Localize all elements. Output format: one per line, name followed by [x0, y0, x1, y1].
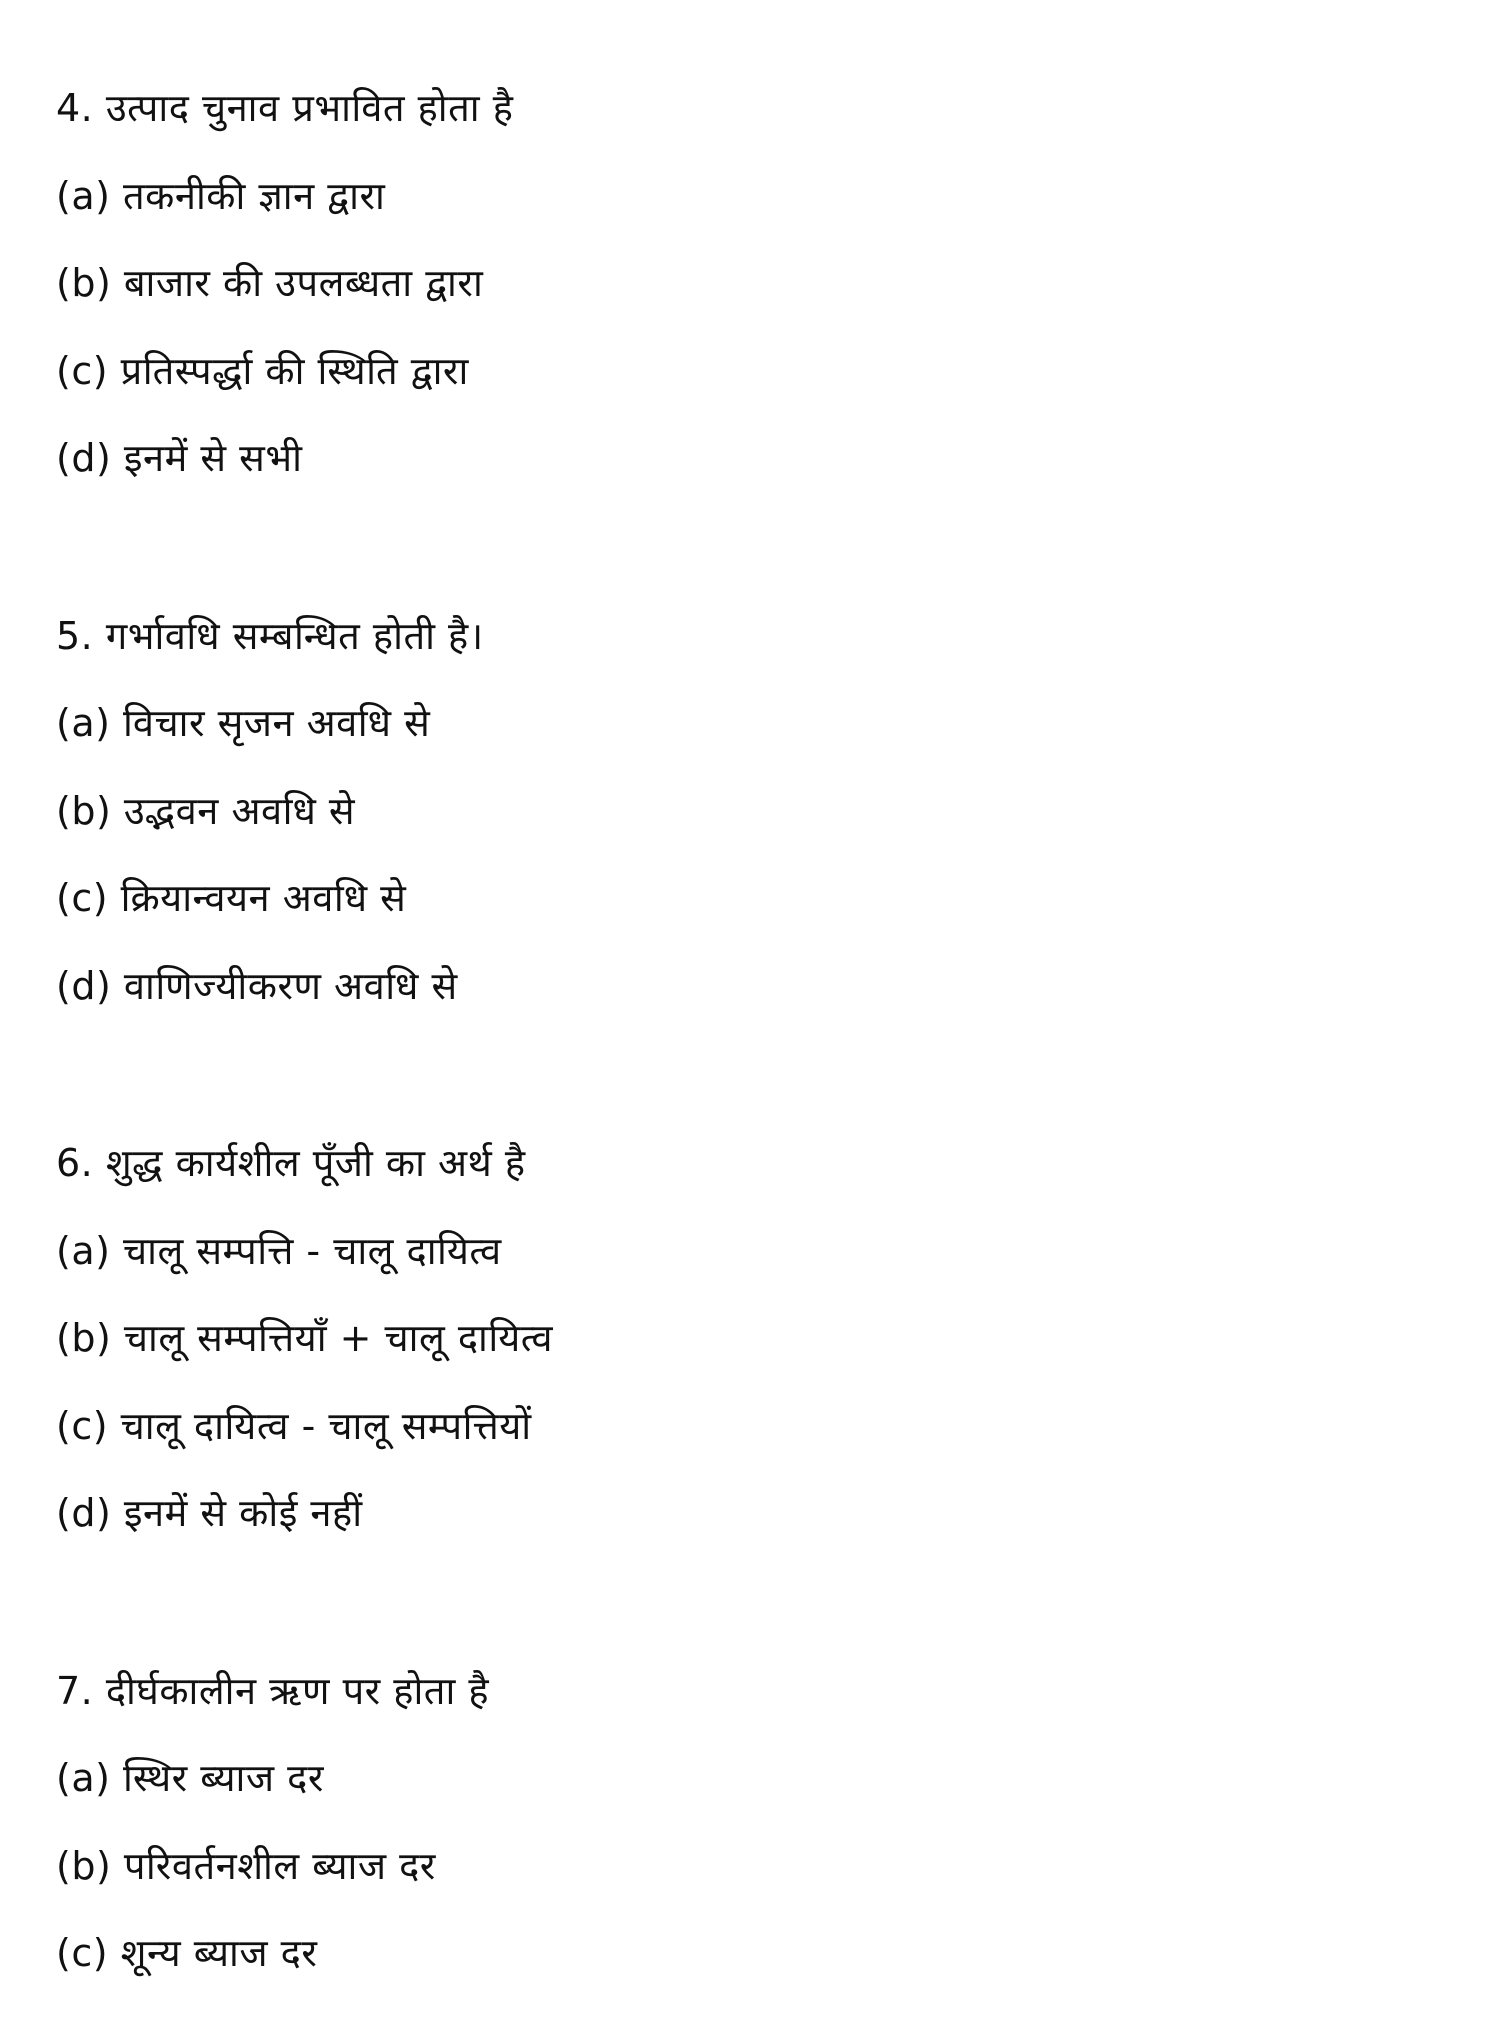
question-6-option-c: (c) चालू दायित्व - चालू सम्पत्तियों	[56, 1404, 532, 1448]
question-7: 7. दीर्घकालीन ऋण पर होता है	[56, 1669, 490, 1713]
question-6: 6. शुद्ध कार्यशील पूँजी का अर्थ है	[56, 1141, 526, 1185]
question-4-option-b: (b) बाजार की उपलब्धता द्वारा	[56, 261, 484, 305]
question-4-option-c: (c) प्रतिस्पर्द्धा की स्थिति द्वारा	[56, 349, 469, 393]
question-6-option-b: (b) चालू सम्पत्तियाँ + चालू दायित्व	[56, 1316, 553, 1360]
question-4: 4. उत्पाद चुनाव प्रभावित होता है	[56, 86, 514, 130]
question-4-option-a: (a) तकनीकी ज्ञान द्वारा	[56, 174, 386, 218]
question-5-option-d: (d) वाणिज्यीकरण अवधि से	[56, 964, 458, 1008]
question-5-option-b: (b) उद्भवन अवधि से	[56, 789, 356, 833]
question-7-option-b: (b) परिवर्तनशील ब्याज दर	[56, 1844, 436, 1888]
question-7-option-c: (c) शून्य ब्याज दर	[56, 1931, 318, 1975]
question-7-option-a: (a) स्थिर ब्याज दर	[56, 1756, 324, 1800]
question-5-option-c: (c) क्रियान्वयन अवधि से	[56, 876, 407, 920]
question-6-option-d: (d) इनमें से कोई नहीं	[56, 1491, 363, 1535]
question-6-option-a: (a) चालू सम्पत्ति - चालू दायित्व	[56, 1229, 502, 1273]
question-5: 5. गर्भावधि सम्बन्धित होती है।	[56, 614, 484, 658]
question-4-option-d: (d) इनमें से सभी	[56, 436, 303, 480]
question-5-option-a: (a) विचार सृजन अवधि से	[56, 701, 431, 745]
